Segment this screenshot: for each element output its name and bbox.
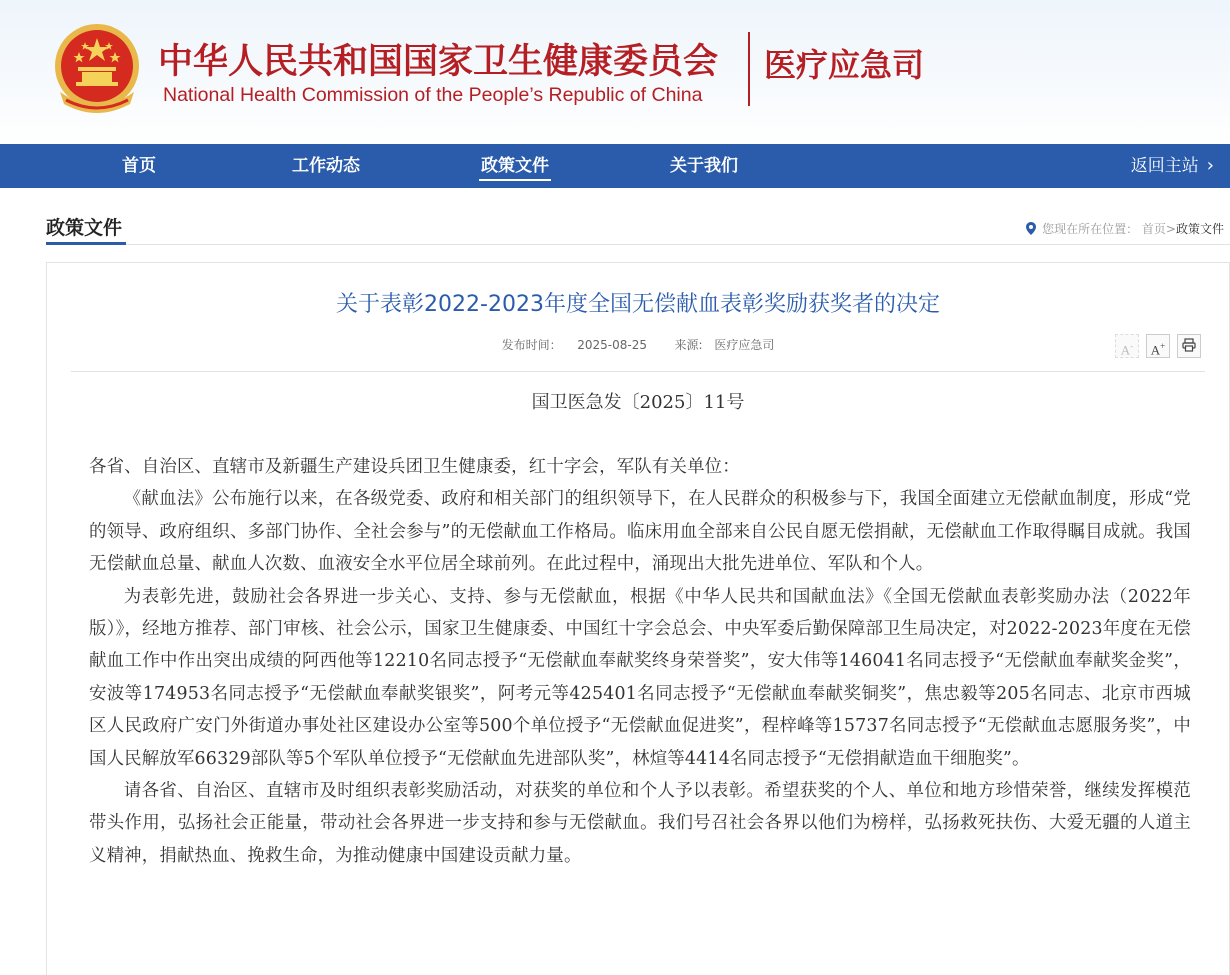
nav-item-work-news[interactable]: 工作动态 <box>292 156 360 176</box>
main-nav <box>0 144 1230 188</box>
source-label: 来源: <box>674 338 703 352</box>
breadcrumb <box>1026 220 1224 238</box>
section-divider <box>46 244 1230 245</box>
location-pin-icon <box>1026 222 1036 238</box>
nav-item-about-us[interactable]: 关于我们 <box>670 156 738 176</box>
national-emblem-logo <box>52 22 142 118</box>
print-button[interactable] <box>1177 334 1201 358</box>
header-divider <box>748 32 750 106</box>
salutation: 各省、自治区、直辖市及新疆生产建设兵团卫生健康委，红十字会，军队有关单位： <box>89 457 740 477</box>
breadcrumb-current: 政策文件 <box>1175 222 1224 236</box>
org-name-en: National Health Commission of the People’s Republic of China <box>163 84 703 106</box>
source-value: 医疗应急司 <box>714 338 775 352</box>
article-paragraph: 《献血法》公布施行以来，在各级党委、政府和相关部门的组织领导下，在人民群众的积极参与下，我国全面建立无偿献血制度，形成“党的领导、政府组织、多部门协作、全社会参与”的无偿献血工作格局。临床用血全部来自公民自愿无偿捐献，无偿献血工作取得瞩目成就。我国无偿献血总量、献血人次数、血液安全水平位居全球前列。在此过程中，涌现出大批先进单位、军队和个人。 <box>89 489 1191 575</box>
publish-date: 2025-08-25 <box>577 338 648 352</box>
site-header <box>0 0 1230 144</box>
section-title: 政策文件 <box>46 217 123 239</box>
article-meta <box>47 336 1229 353</box>
font-larger-button[interactable]: A+ <box>1146 334 1170 358</box>
printer-icon <box>1182 338 1196 352</box>
article-container <box>46 262 1230 975</box>
nav-item-home[interactable]: 首页 <box>122 156 156 176</box>
org-name-cn: 中华人民共和国国家卫生健康委员会 <box>158 42 719 82</box>
back-to-main-site-link[interactable] <box>1131 144 1214 188</box>
breadcrumb-separator: > <box>1165 222 1176 236</box>
article-title: 关于表彰2022-2023年度全国无偿献血表彰奖励获奖者的决定 <box>336 292 940 317</box>
back-to-main-site-label: 返回主站 <box>1130 156 1199 176</box>
department-name: 医疗应急司 <box>764 46 925 84</box>
font-smaller-button[interactable]: A- <box>1115 334 1139 358</box>
breadcrumb-prefix: 您现在所在位置： <box>1042 222 1139 236</box>
article-paragraph: 请各省、自治区、直辖市及时组织表彰奖励活动，对获奖的单位和个人予以表彰。希望获奖的个人、单位和地方珍惜荣誉，继续发挥模范带头作用，弘扬社会正能量，带动社会各界进一步支持和参与无偿献血。我们号召社会各界以他们为榜样，弘扬救死扶伤、大爱无疆的人道主义精神，捐献热血、挽救生命，为推动健康中国建设贡献力量。 <box>89 781 1191 866</box>
article-paragraph: 为表彰先进，鼓励社会各界进一步关心、支持、参与无偿献血，根据《中华人民共和国献血法》《全国无偿献血表彰奖励办法（2022年版）》，经地方推荐、部门审核、社会公示，国家卫生健康委、中国红十字会总会、中央军委后勤保障部卫生局决定，对2022-2023年度在无偿献血工作中作出突出成绩的阿西他等12210名同志授予“无偿献血奉献奖终身荣誉奖”，安大伟等146041名同志授予“无偿献血奉献奖金奖”，安波等174953名同志授予“无偿献血奉献奖银奖”，阿考元等425401名同志授予“无偿献血奉献奖铜奖”，焦忠毅等205名同志、北京市西城区人民政府广安门外街道办事处社区建设办公室等500个单位授予“无偿献血促进奖”，程梓峰等15737名同志授予“无偿献血志愿服务奖”，中国人民解放军66329部队等5个军队单位授予“无偿献血先进部队奖”，林煊等4414名同志授予“无偿捐献造血干细胞奖”。 <box>89 586 1191 769</box>
publish-date-label: 发布时间： <box>501 338 562 352</box>
chevron-right-icon: › <box>1206 155 1214 176</box>
document-number: 国卫医急发〔2025〕11号 <box>531 392 745 413</box>
meta-divider <box>71 371 1205 372</box>
breadcrumb-home-link[interactable]: 首页 <box>1141 222 1166 236</box>
nav-item-policy-documents[interactable]: 政策文件 <box>481 144 549 188</box>
section-title-underline <box>46 242 126 245</box>
article-body <box>89 451 1191 872</box>
article-toolbar <box>1115 334 1201 358</box>
